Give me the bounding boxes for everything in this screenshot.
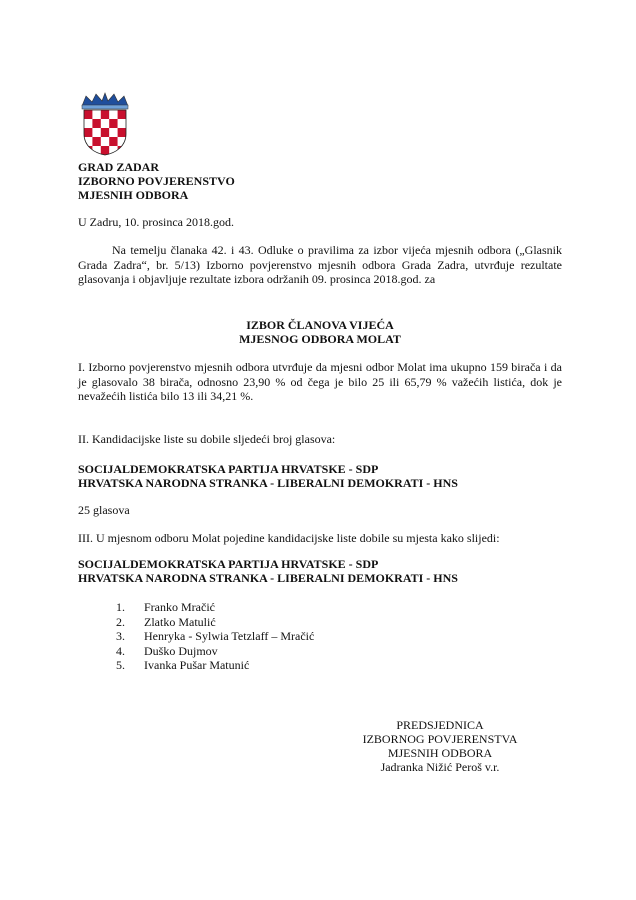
checker-square — [118, 146, 127, 155]
member-name: Franko Mračić — [144, 600, 215, 614]
section3-heading: III. U mjesnom odboru Molat pojedine kandidacijske liste dobile su mjesta kako slijedi: — [78, 531, 500, 545]
coat-of-arms-icon — [80, 92, 130, 156]
header-committees: MJESNIH ODBORA — [78, 188, 189, 202]
signature-name: Jadranka Nižić Peroš v.r. — [380, 760, 500, 774]
checker-square — [84, 119, 93, 128]
header-city: GRAD ZADAR — [78, 160, 159, 174]
title-line2: MJESNOG ODBORA MOLAT — [239, 332, 401, 346]
signature-committees: MJESNIH ODBORA — [387, 746, 493, 760]
checker-square — [118, 110, 127, 119]
section2-heading: II. Kandidacijske liste su dobile sljedeći broj glasova: — [78, 432, 336, 446]
checker-square — [101, 119, 110, 128]
checker-square — [109, 128, 118, 137]
date-line: U Zadru, 10. prosinca 2018.god. — [78, 215, 234, 229]
intro-paragraph: Na temelju članaka 42. i 43. Odluke o pravilima za izbor vijeća mjesnih odbora („Glasnik Grada Zadra“, br. 5/13) Izborno povjerenstvo mjesnih odbora Grada Zadra, utvrđuje rezultate glasovanja i objavljuje rezultate izbora održanih 09. prosinca 2018.god. za — [78, 243, 562, 286]
section2-votes: 25 glasova — [78, 503, 130, 517]
checker-square — [109, 110, 118, 119]
section2-party2: HRVATSKA NARODNA STRANKA - LIBERALNI DEMOKRATI - HNS — [78, 476, 458, 490]
checker-square — [84, 128, 93, 137]
signature-commission: IZBORNOG POVJERENSTVA — [362, 732, 518, 746]
section3-party1: SOCIJALDEMOKRATSKA PARTIJA HRVATSKE - SDP — [78, 557, 379, 571]
checker-square — [109, 119, 118, 128]
checker-square — [84, 110, 93, 119]
signature-title: PREDSJEDNICA — [396, 718, 484, 732]
crown-icon — [82, 93, 128, 109]
list-item: 2. Zlatko Matulić — [116, 614, 216, 629]
checker-square — [92, 137, 101, 146]
members-list — [116, 600, 314, 673]
checker-square — [101, 146, 110, 155]
checker-square — [92, 119, 101, 128]
checker-square — [109, 137, 118, 146]
checker-square — [118, 128, 127, 137]
member-name: Ivanka Pušar Matunić — [144, 658, 250, 672]
list-item: 5. Ivanka Pušar Matunić — [116, 658, 250, 672]
list-item: 1. Franko Mračić — [116, 600, 215, 614]
title-line1: IZBOR ČLANOVA VIJEĆA — [246, 318, 394, 332]
checker-square — [92, 128, 101, 137]
checker-square — [101, 137, 110, 146]
section2-party1: SOCIJALDEMOKRATSKA PARTIJA HRVATSKE - SDP — [78, 462, 379, 476]
section3-party2: HRVATSKA NARODNA STRANKA - LIBERALNI DEMOKRATI - HNS — [78, 571, 458, 585]
checker-square — [101, 110, 110, 119]
checker-square — [118, 119, 127, 128]
header-commission: IZBORNO POVJERENSTVO — [78, 174, 235, 188]
section1-paragraph: I. Izborno povjerenstvo mjesnih odbora utvrđuje da mjesni odbor Molat ima ukupno 159 birača i da je glasovalo 38 birača, odnosno 23,90 % od čega je bilo 25 ili 65,79 % važećih listića, dok je nevažećih listića bilo 13 ili 34,21 %. — [78, 360, 562, 403]
member-name: Zlatko Matulić — [144, 614, 216, 629]
checker-square — [101, 128, 110, 137]
checker-square — [84, 146, 93, 155]
member-name: Henryka - Sylwia Tetzlaff – Mračić — [144, 629, 315, 643]
member-name: Duško Dujmov — [144, 643, 218, 658]
list-item: 3. Henryka - Sylwia Tetzlaff – Mračić — [116, 629, 315, 643]
checker-square — [92, 110, 101, 119]
list-item: 4. Duško Dujmov — [116, 643, 218, 658]
